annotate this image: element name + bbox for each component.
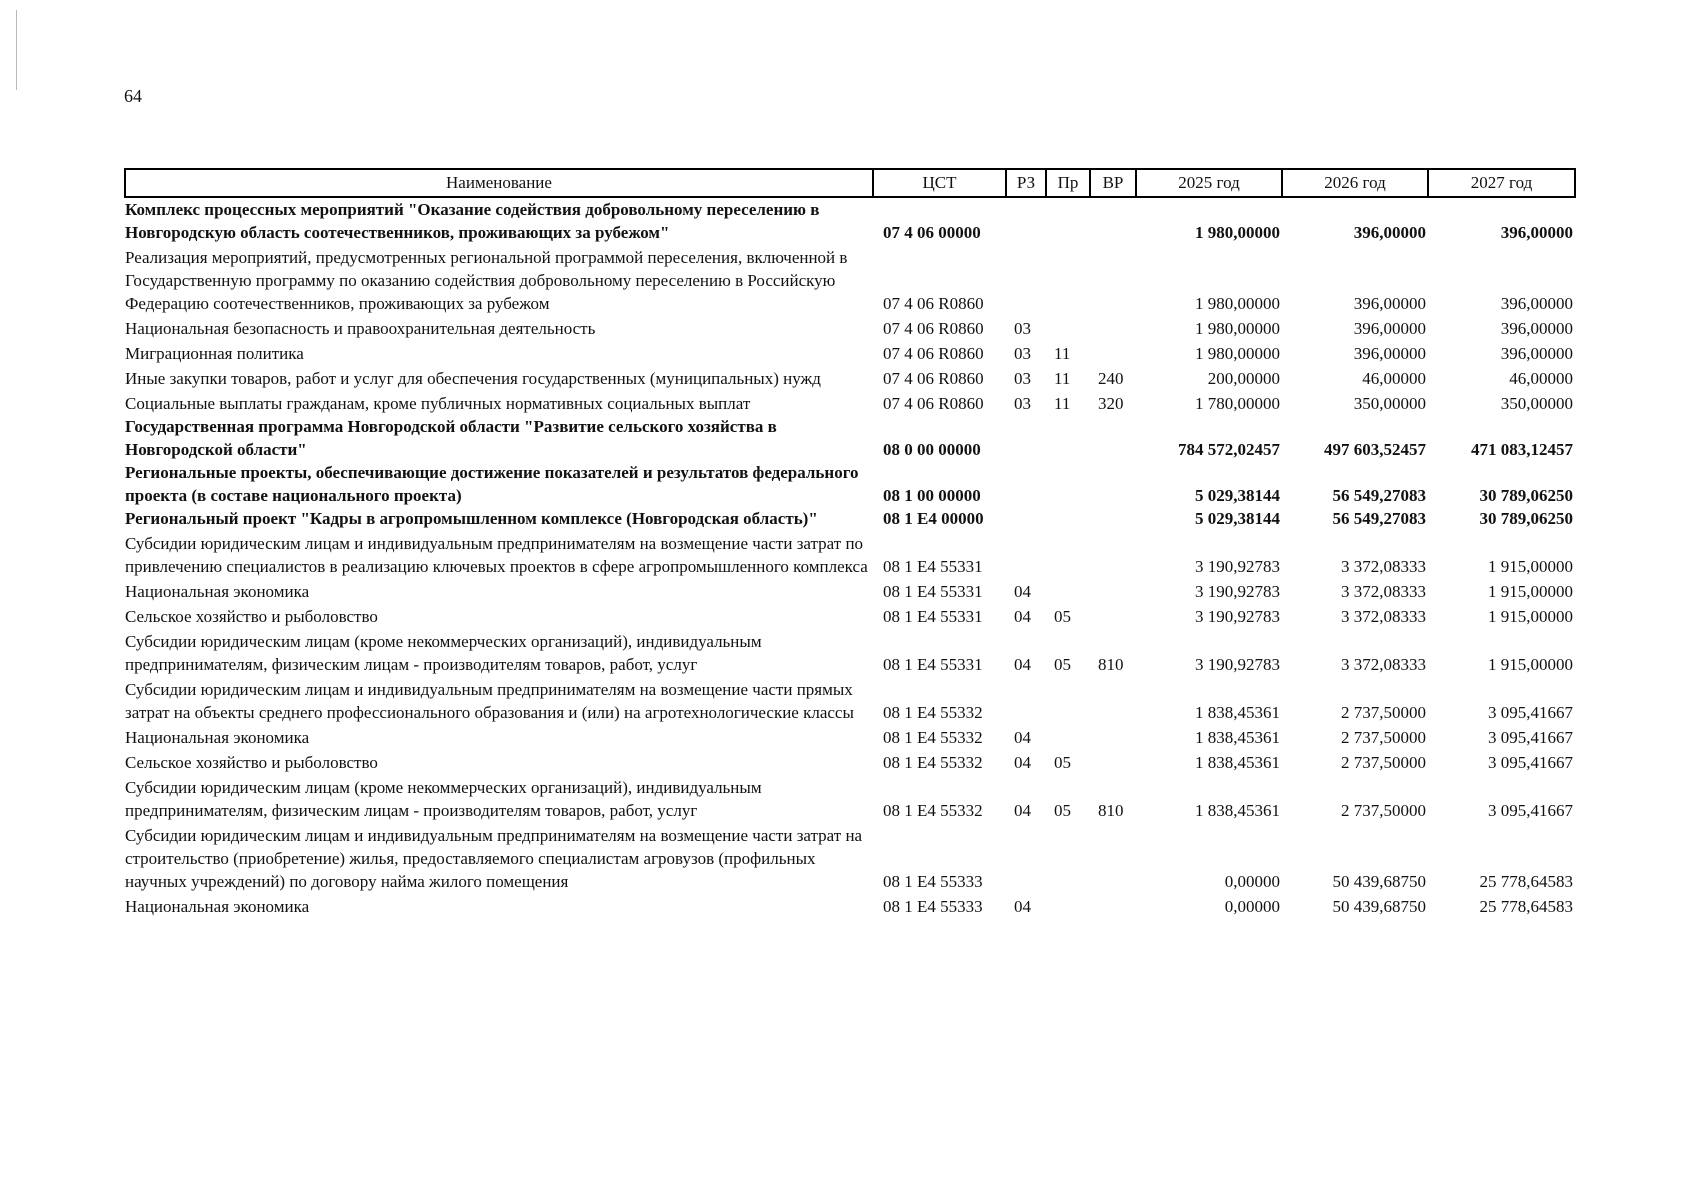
- row-amount-2026: 396,00000: [1353, 294, 1426, 313]
- row-cst: 08 1 E4 55332: [883, 728, 983, 747]
- row-vr: [1090, 578, 1136, 603]
- row-amount-2026: 396,00000: [1353, 344, 1426, 363]
- row-amount-2026: 396,00000: [1353, 223, 1426, 242]
- row-cst: 07 4 06 R0860: [883, 394, 984, 413]
- row-cst: 08 1 E4 55332: [883, 753, 983, 772]
- row-name: Социальные выплаты гражданам, кроме публичных нормативных социальных выплат: [125, 394, 751, 413]
- row-amount-2027: 1 915,00000: [1488, 582, 1573, 601]
- row-rz: 04: [1014, 728, 1031, 747]
- row-amount-2026: 50 439,68750: [1332, 872, 1426, 891]
- row-rz: [1006, 244, 1046, 315]
- row-cst: 08 0 00 00000: [883, 440, 981, 459]
- row-amount-2025: 1 980,00000: [1195, 294, 1280, 313]
- row-name: Национальная экономика: [125, 582, 310, 601]
- row-amount-2026: 56 549,27083: [1332, 509, 1426, 528]
- row-cst: 07 4 06 R0860: [883, 319, 984, 338]
- row-cst: 08 1 E4 55332: [883, 703, 983, 722]
- row-vr: [1090, 530, 1136, 578]
- row-amount-2025: 1 838,45361: [1195, 728, 1280, 747]
- row-amount-2027: 1 915,00000: [1488, 557, 1573, 576]
- row-rz: 04: [1014, 655, 1031, 674]
- row-pr: [1046, 893, 1090, 918]
- row-pr: 11: [1054, 394, 1071, 413]
- row-pr: 05: [1054, 753, 1071, 772]
- row-amount-2027: 46,00000: [1509, 369, 1573, 388]
- row-vr: 810: [1098, 801, 1124, 820]
- row-rz: 04: [1014, 897, 1031, 916]
- table-row: [125, 676, 1575, 724]
- row-cst: 08 1 E4 55333: [883, 872, 983, 891]
- row-amount-2027: 350,00000: [1500, 394, 1573, 413]
- row-vr: [1090, 724, 1136, 749]
- row-rz: [1006, 415, 1046, 461]
- table-row: [125, 461, 1575, 507]
- row-rz: [1006, 507, 1046, 530]
- row-cst: 08 1 E4 55331: [883, 607, 983, 626]
- row-vr: [1090, 603, 1136, 628]
- row-name: Сельское хозяйство и рыболовство: [125, 607, 378, 626]
- row-pr: 05: [1054, 607, 1071, 626]
- row-amount-2025: 3 190,92783: [1195, 557, 1280, 576]
- table-row: [125, 507, 1575, 530]
- header-pr: Пр: [1046, 169, 1090, 197]
- table-row: [125, 578, 1575, 603]
- table-row: [125, 365, 1575, 390]
- table-row: [125, 340, 1575, 365]
- row-amount-2027: 3 095,41667: [1488, 703, 1573, 722]
- row-amount-2026: 56 549,27083: [1332, 486, 1426, 505]
- row-pr: [1046, 197, 1090, 244]
- row-cst: 08 1 E4 00000: [883, 509, 984, 528]
- row-cst: 08 1 E4 55332: [883, 801, 983, 820]
- row-vr: [1090, 507, 1136, 530]
- row-amount-2026: 50 439,68750: [1332, 897, 1426, 916]
- row-vr: 320: [1098, 394, 1124, 413]
- row-rz: 03: [1014, 394, 1031, 413]
- row-amount-2025: 1 980,00000: [1195, 223, 1280, 242]
- row-vr: [1090, 749, 1136, 774]
- header-cst: ЦСТ: [873, 169, 1006, 197]
- row-amount-2025: 3 190,92783: [1195, 582, 1280, 601]
- row-amount-2025: 1 838,45361: [1195, 703, 1280, 722]
- row-cst: 07 4 06 00000: [883, 223, 981, 242]
- row-amount-2025: 3 190,92783: [1195, 655, 1280, 674]
- row-amount-2025: 5 029,38144: [1195, 486, 1280, 505]
- row-amount-2026: 2 737,50000: [1341, 703, 1426, 722]
- row-amount-2027: 396,00000: [1500, 294, 1573, 313]
- row-rz: 03: [1014, 369, 1031, 388]
- row-rz: 04: [1014, 801, 1031, 820]
- row-vr: [1090, 340, 1136, 365]
- table-body: [125, 197, 1575, 918]
- row-pr: 11: [1054, 369, 1071, 388]
- row-amount-2027: 3 095,41667: [1488, 753, 1573, 772]
- row-name: Региональный проект "Кадры в агропромышленном комплексе (Новгородская область)": [125, 509, 818, 528]
- row-name: Национальная экономика: [125, 897, 310, 916]
- row-cst: 08 1 E4 55331: [883, 655, 983, 674]
- row-amount-2025: 784 572,02457: [1178, 440, 1280, 459]
- row-amount-2025: 0,00000: [1224, 897, 1280, 916]
- header-rz: РЗ: [1006, 169, 1046, 197]
- row-amount-2026: 2 737,50000: [1341, 753, 1426, 772]
- row-amount-2027: 25 778,64583: [1479, 872, 1573, 891]
- row-pr: [1046, 244, 1090, 315]
- table-row: [125, 724, 1575, 749]
- row-amount-2025: 1 838,45361: [1195, 801, 1280, 820]
- row-vr: 240: [1098, 369, 1124, 388]
- row-pr: [1046, 530, 1090, 578]
- table-row: [125, 315, 1575, 340]
- row-amount-2027: 3 095,41667: [1488, 728, 1573, 747]
- row-rz: 04: [1014, 582, 1031, 601]
- row-amount-2026: 350,00000: [1353, 394, 1426, 413]
- row-pr: [1046, 507, 1090, 530]
- row-name: Региональные проекты, обеспечивающие достижение показателей и результатов федерального проекта (в составе национального проекта): [125, 463, 859, 505]
- row-amount-2027: 3 095,41667: [1488, 801, 1573, 820]
- table-row: [125, 628, 1575, 676]
- row-pr: 05: [1054, 655, 1071, 674]
- row-pr: [1046, 315, 1090, 340]
- row-cst: 07 4 06 R0860: [883, 344, 984, 363]
- row-rz: [1006, 461, 1046, 507]
- row-amount-2026: 396,00000: [1353, 319, 1426, 338]
- row-cst: 07 4 06 R0860: [883, 294, 984, 313]
- row-name: Реализация мероприятий, предусмотренных региональной программой переселения, включенной в Государственную программу по оказанию содействия добровольному переселению в Российскую Федерацию соотечественников, проживающих за рубежом: [125, 248, 848, 313]
- row-pr: [1046, 415, 1090, 461]
- row-amount-2027: 1 915,00000: [1488, 607, 1573, 626]
- table-row: [125, 893, 1575, 918]
- table-row: [125, 774, 1575, 822]
- row-amount-2027: 471 083,12457: [1471, 440, 1573, 459]
- scan-edge-mark: [16, 10, 17, 90]
- row-amount-2026: 2 737,50000: [1341, 728, 1426, 747]
- row-pr: [1046, 822, 1090, 893]
- row-rz: 03: [1014, 344, 1031, 363]
- row-name: Субсидии юридическим лицам и индивидуальным предпринимателям на возмещение части прямых затрат на объекты среднего профессионального образования и (или) на агротехнологические классы: [125, 680, 854, 722]
- row-vr: [1090, 415, 1136, 461]
- row-vr: [1090, 461, 1136, 507]
- row-pr: [1046, 578, 1090, 603]
- row-rz: [1006, 530, 1046, 578]
- row-amount-2026: 3 372,08333: [1341, 557, 1426, 576]
- row-amount-2026: 3 372,08333: [1341, 582, 1426, 601]
- row-name: Субсидии юридическим лицам и индивидуальным предпринимателям на возмещение части затрат по привлечению специалистов в реализацию ключевых проектов в сфере агропромышленного комплекса: [125, 534, 868, 576]
- row-amount-2027: 30 789,06250: [1479, 509, 1573, 528]
- row-amount-2025: 200,00000: [1207, 369, 1280, 388]
- table-row: [125, 244, 1575, 315]
- row-vr: [1090, 244, 1136, 315]
- page-number: 64: [124, 86, 142, 106]
- row-cst: 08 1 E4 55331: [883, 582, 983, 601]
- budget-table: [124, 168, 1576, 918]
- row-name: Национальная безопасность и правоохранительная деятельность: [125, 319, 596, 338]
- row-amount-2026: 497 603,52457: [1324, 440, 1426, 459]
- row-vr: [1090, 315, 1136, 340]
- row-vr: 810: [1098, 655, 1124, 674]
- row-cst: 07 4 06 R0860: [883, 369, 984, 388]
- row-amount-2027: 30 789,06250: [1479, 486, 1573, 505]
- header-2026: 2026 год: [1282, 169, 1428, 197]
- table-row: [125, 603, 1575, 628]
- row-rz: [1006, 676, 1046, 724]
- row-name: Субсидии юридическим лицам (кроме некоммерческих организаций), индивидуальным предпринимателям, физическим лицам - производителям товаров, работ, услуг: [125, 778, 762, 820]
- row-amount-2026: 46,00000: [1362, 369, 1426, 388]
- row-name: Комплекс процессных мероприятий "Оказание содействия добровольному переселению в Новгородскую область соотечественников, проживающих за рубежом": [125, 200, 820, 242]
- row-cst: 08 1 00 00000: [883, 486, 981, 505]
- row-name: Национальная экономика: [125, 728, 310, 747]
- row-name: Субсидии юридическим лицам и индивидуальным предпринимателям на возмещение части затрат на строительство (приобретение) жилья, предоставляемого специалистам агровузов (профильных научных учреждений) по договору найма жилого помещения: [125, 826, 863, 891]
- row-vr: [1090, 197, 1136, 244]
- table-row: [125, 530, 1575, 578]
- row-amount-2027: 1 915,00000: [1488, 655, 1573, 674]
- row-name: Миграционная политика: [125, 344, 304, 363]
- row-rz: 04: [1014, 753, 1031, 772]
- row-vr: [1090, 893, 1136, 918]
- header-2025: 2025 год: [1136, 169, 1282, 197]
- row-amount-2025: 1 980,00000: [1195, 319, 1280, 338]
- row-vr: [1090, 676, 1136, 724]
- row-rz: [1006, 197, 1046, 244]
- header-vr: ВР: [1090, 169, 1136, 197]
- row-pr: [1046, 724, 1090, 749]
- row-amount-2026: 2 737,50000: [1341, 801, 1426, 820]
- table-row: [125, 197, 1575, 244]
- table-row: [125, 390, 1575, 415]
- row-rz: [1006, 822, 1046, 893]
- row-cst: 08 1 E4 55331: [883, 557, 983, 576]
- row-name: Сельское хозяйство и рыболовство: [125, 753, 378, 772]
- row-amount-2027: 25 778,64583: [1479, 897, 1573, 916]
- row-amount-2026: 3 372,08333: [1341, 655, 1426, 674]
- row-name: Субсидии юридическим лицам (кроме некоммерческих организаций), индивидуальным предпринимателям, физическим лицам - производителям товаров, работ, услуг: [125, 632, 762, 674]
- table-header-row: [125, 169, 1575, 197]
- row-amount-2025: 1 780,00000: [1195, 394, 1280, 413]
- row-amount-2025: 0,00000: [1224, 872, 1280, 891]
- row-vr: [1090, 822, 1136, 893]
- row-pr: 11: [1054, 344, 1071, 363]
- row-name: Государственная программа Новгородской области "Развитие сельского хозяйства в Новгородской области": [125, 417, 777, 459]
- row-pr: [1046, 676, 1090, 724]
- row-cst: 08 1 E4 55333: [883, 897, 983, 916]
- row-amount-2027: 396,00000: [1500, 319, 1573, 338]
- row-name: Иные закупки товаров, работ и услуг для обеспечения государственных (муниципальных) нужд: [125, 369, 821, 388]
- header-2027: 2027 год: [1428, 169, 1575, 197]
- row-pr: [1046, 461, 1090, 507]
- table-row: [125, 749, 1575, 774]
- row-amount-2025: 1 980,00000: [1195, 344, 1280, 363]
- row-amount-2027: 396,00000: [1500, 344, 1573, 363]
- row-amount-2027: 396,00000: [1500, 223, 1573, 242]
- row-rz: 03: [1014, 319, 1031, 338]
- row-amount-2025: 1 838,45361: [1195, 753, 1280, 772]
- row-pr: 05: [1054, 801, 1071, 820]
- row-amount-2026: 3 372,08333: [1341, 607, 1426, 626]
- row-amount-2025: 5 029,38144: [1195, 509, 1280, 528]
- header-name: Наименование: [125, 169, 873, 197]
- row-rz: 04: [1014, 607, 1031, 626]
- table-row: [125, 822, 1575, 893]
- row-amount-2025: 3 190,92783: [1195, 607, 1280, 626]
- table-row: [125, 415, 1575, 461]
